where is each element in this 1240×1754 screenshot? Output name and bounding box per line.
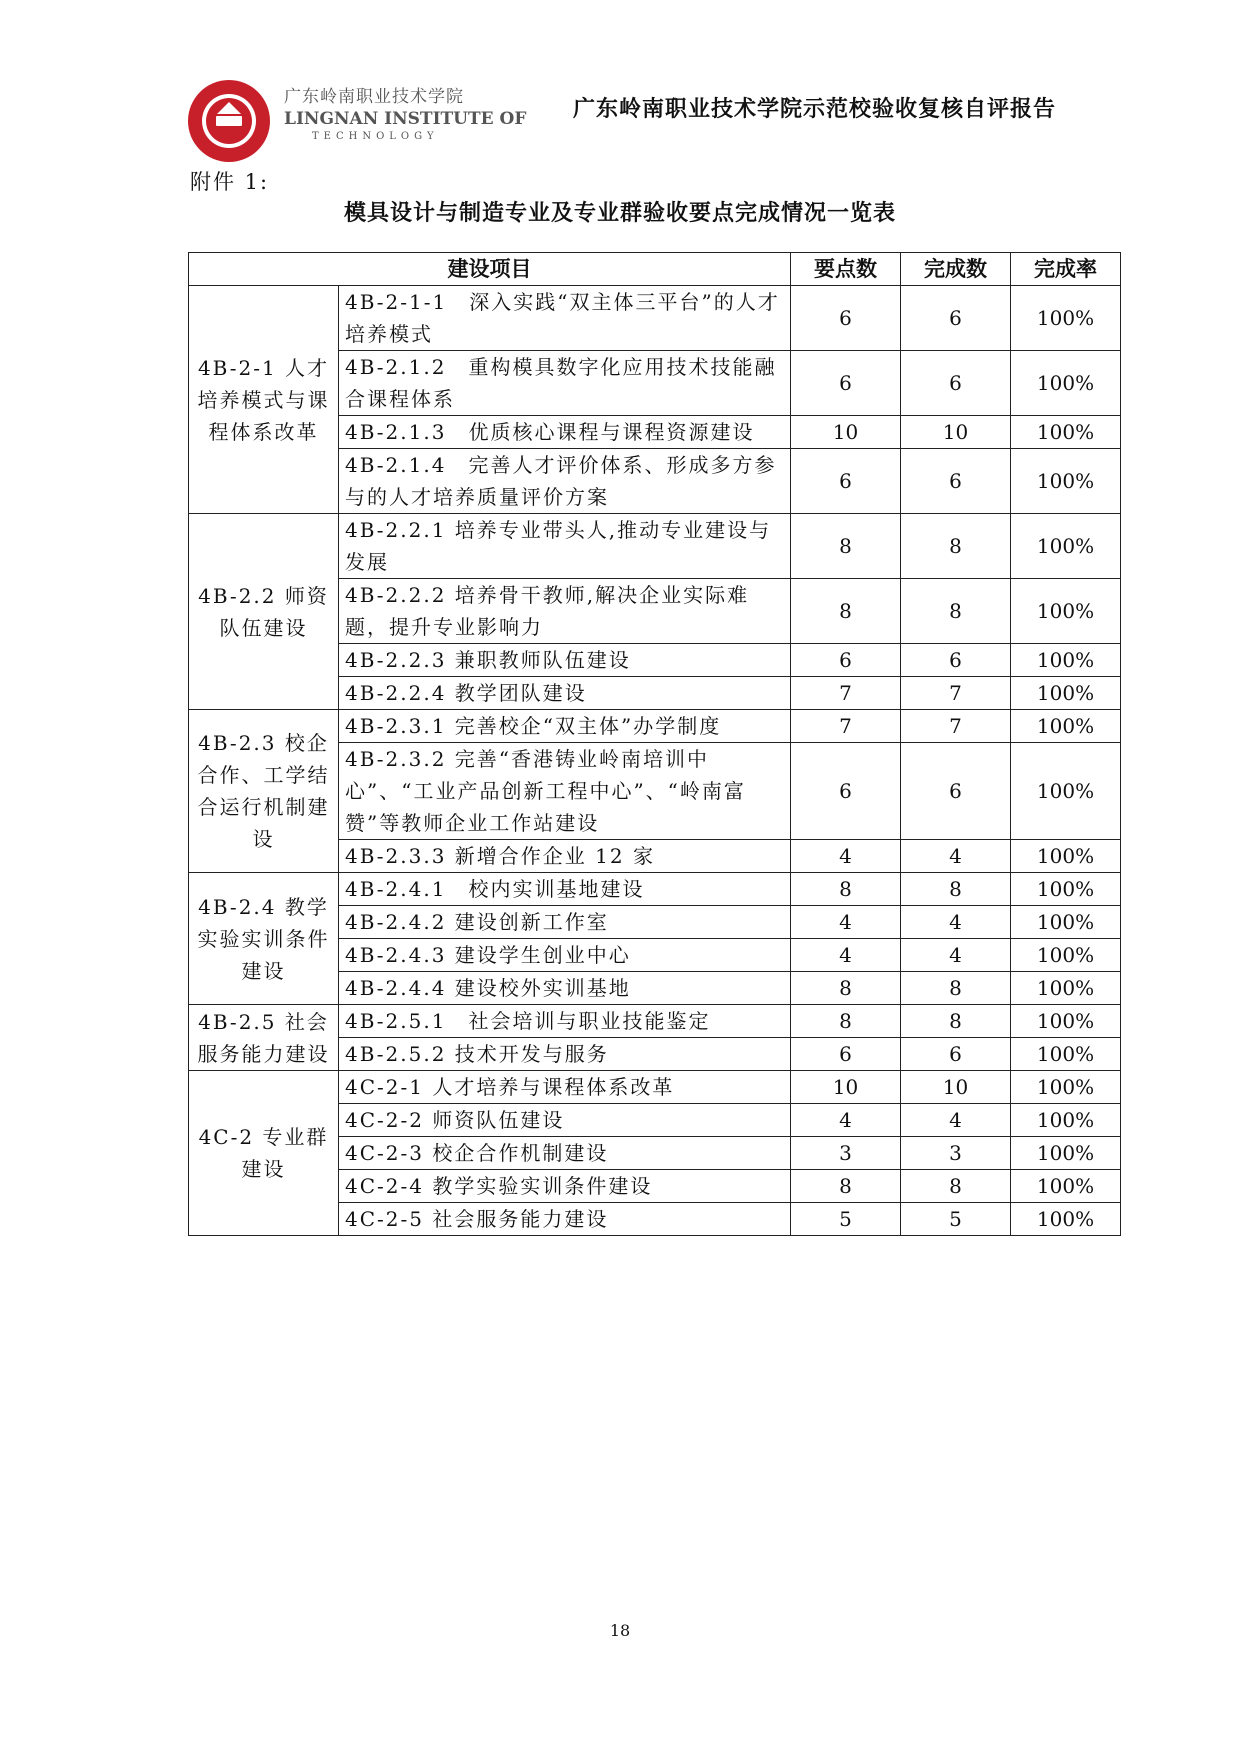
- item-cell: 4B-2.1.4 完善人才评价体系、形成多方参与的人才培养质量评价方案: [339, 449, 791, 514]
- item-cell: 4C-2-5 社会服务能力建设: [339, 1203, 791, 1236]
- done-cell: 10: [901, 1071, 1011, 1104]
- done-cell: 6: [901, 644, 1011, 677]
- group-name-cell: 4B-2-1 人才培养模式与课程体系改革: [189, 286, 339, 514]
- group-name-cell: 4C-2 专业群建设: [189, 1071, 339, 1236]
- logo-en-text: LINGNAN INSTITUTE OF: [284, 109, 527, 129]
- points-cell: 4: [791, 939, 901, 972]
- points-cell: 6: [791, 351, 901, 416]
- points-cell: 4: [791, 1104, 901, 1137]
- item-cell: 4B-2.4.2 建设创新工作室: [339, 906, 791, 939]
- done-cell: 8: [901, 579, 1011, 644]
- done-cell: 8: [901, 972, 1011, 1005]
- item-cell: 4C-2-2 师资队伍建设: [339, 1104, 791, 1137]
- attachment-label: 附件 1:: [190, 170, 270, 194]
- rate-cell: 100%: [1011, 1005, 1121, 1038]
- points-cell: 8: [791, 972, 901, 1005]
- item-cell: 4B-2.5.2 技术开发与服务: [339, 1038, 791, 1071]
- points-cell: 6: [791, 743, 901, 840]
- item-cell: 4B-2.3.1 完善校企“双主体”办学制度: [339, 710, 791, 743]
- points-cell: 10: [791, 416, 901, 449]
- points-cell: 6: [791, 644, 901, 677]
- done-cell: 4: [901, 1104, 1011, 1137]
- rate-cell: 100%: [1011, 416, 1121, 449]
- done-cell: 4: [901, 906, 1011, 939]
- item-cell: 4B-2.1.3 优质核心课程与课程资源建设: [339, 416, 791, 449]
- table-row: [189, 873, 1121, 906]
- done-cell: 5: [901, 1203, 1011, 1236]
- header-rate: 完成率: [1011, 253, 1121, 286]
- page-header: [186, 74, 1056, 144]
- page-number: 18: [609, 1621, 631, 1640]
- item-cell: 4B-2.2.4 教学团队建设: [339, 677, 791, 710]
- points-cell: 10: [791, 1071, 901, 1104]
- item-cell: 4C-2-1 人才培养与课程体系改革: [339, 1071, 791, 1104]
- rate-cell: 100%: [1011, 1071, 1121, 1104]
- rate-cell: 100%: [1011, 449, 1121, 514]
- rate-cell: 100%: [1011, 351, 1121, 416]
- item-cell: 4B-2.3.3 新增合作企业 12 家: [339, 840, 791, 873]
- rate-cell: 100%: [1011, 873, 1121, 906]
- item-cell: 4B-2.4.4 建设校外实训基地: [339, 972, 791, 1005]
- rate-cell: 100%: [1011, 677, 1121, 710]
- table-row: [189, 710, 1121, 743]
- group-name-cell: 4B-2.4 教学实验实训条件建设: [189, 873, 339, 1005]
- rate-cell: 100%: [1011, 1137, 1121, 1170]
- group-name-cell: 4B-2.2 师资队伍建设: [189, 514, 339, 710]
- rate-cell: 100%: [1011, 972, 1121, 1005]
- rate-cell: 100%: [1011, 743, 1121, 840]
- rate-cell: 100%: [1011, 514, 1121, 579]
- done-cell: 4: [901, 939, 1011, 972]
- rate-cell: 100%: [1011, 710, 1121, 743]
- rate-cell: 100%: [1011, 939, 1121, 972]
- done-cell: 6: [901, 449, 1011, 514]
- done-cell: 6: [901, 286, 1011, 351]
- done-cell: 6: [901, 743, 1011, 840]
- table-row: [189, 514, 1121, 579]
- table-row: [189, 286, 1121, 351]
- item-cell: 4C-2-3 校企合作机制建设: [339, 1137, 791, 1170]
- table-header-row: [189, 253, 1121, 286]
- item-cell: 4B-2.4.1 校内实训基地建设: [339, 873, 791, 906]
- logo-en2-text: TECHNOLOGY: [312, 131, 439, 142]
- points-cell: 4: [791, 906, 901, 939]
- points-cell: 8: [791, 579, 901, 644]
- done-cell: 7: [901, 677, 1011, 710]
- logo-cn-text: 广东岭南职业技术学院: [284, 87, 464, 107]
- rate-cell: 100%: [1011, 840, 1121, 873]
- header-project: 建设项目: [189, 253, 791, 286]
- rate-cell: 100%: [1011, 1104, 1121, 1137]
- rate-cell: 100%: [1011, 1203, 1121, 1236]
- item-cell: 4B-2.2.2 培养骨干教师,解决企业实际难题，提升专业影响力: [339, 579, 791, 644]
- group-name-cell: 4B-2.3 校企合作、工学结合运行机制建设: [189, 710, 339, 873]
- item-cell: 4B-2.1.2 重构模具数字化应用技术技能融合课程体系: [339, 351, 791, 416]
- points-cell: 3: [791, 1137, 901, 1170]
- item-cell: 4B-2.2.1 培养专业带头人,推动专业建设与发展: [339, 514, 791, 579]
- done-cell: 4: [901, 840, 1011, 873]
- points-cell: 8: [791, 1170, 901, 1203]
- done-cell: 10: [901, 416, 1011, 449]
- points-cell: 6: [791, 449, 901, 514]
- rate-cell: 100%: [1011, 579, 1121, 644]
- points-cell: 6: [791, 1038, 901, 1071]
- table-row: [189, 1005, 1121, 1038]
- item-cell: 4C-2-4 教学实验实训条件建设: [339, 1170, 791, 1203]
- table-row: [189, 1071, 1121, 1104]
- rate-cell: 100%: [1011, 906, 1121, 939]
- points-cell: 4: [791, 840, 901, 873]
- done-cell: 8: [901, 514, 1011, 579]
- points-cell: 8: [791, 514, 901, 579]
- points-cell: 8: [791, 1005, 901, 1038]
- item-cell: 4B-2.5.1 社会培训与职业技能鉴定: [339, 1005, 791, 1038]
- item-cell: 4B-2.2.3 兼职教师队伍建设: [339, 644, 791, 677]
- done-cell: 8: [901, 1170, 1011, 1203]
- done-cell: 3: [901, 1137, 1011, 1170]
- rate-cell: 100%: [1011, 1038, 1121, 1071]
- done-cell: 8: [901, 873, 1011, 906]
- rate-cell: 100%: [1011, 1170, 1121, 1203]
- points-cell: 5: [791, 1203, 901, 1236]
- group-name-cell: 4B-2.5 社会服务能力建设: [189, 1005, 339, 1071]
- done-cell: 6: [901, 351, 1011, 416]
- rate-cell: 100%: [1011, 644, 1121, 677]
- header-done: 完成数: [901, 253, 1011, 286]
- done-cell: 7: [901, 710, 1011, 743]
- done-cell: 6: [901, 1038, 1011, 1071]
- done-cell: 8: [901, 1005, 1011, 1038]
- report-title: 广东岭南职业技术学院示范校验收复核自评报告: [572, 97, 1056, 122]
- summary-table: [188, 252, 1121, 1236]
- school-logo-icon: [186, 78, 272, 164]
- points-cell: 6: [791, 286, 901, 351]
- document-title: 模具设计与制造专业及专业群验收要点完成情况一览表: [343, 201, 896, 226]
- item-cell: 4B-2.3.2 完善“香港铸业岭南培训中心”、“工业产品创新工程中心”、“岭南富赞”等教师企业工作站建设: [339, 743, 791, 840]
- header-points: 要点数: [791, 253, 901, 286]
- points-cell: 7: [791, 710, 901, 743]
- item-cell: 4B-2-1-1 深入实践“双主体三平台”的人才培养模式: [339, 286, 791, 351]
- points-cell: 7: [791, 677, 901, 710]
- rate-cell: 100%: [1011, 286, 1121, 351]
- item-cell: 4B-2.4.3 建设学生创业中心: [339, 939, 791, 972]
- points-cell: 8: [791, 873, 901, 906]
